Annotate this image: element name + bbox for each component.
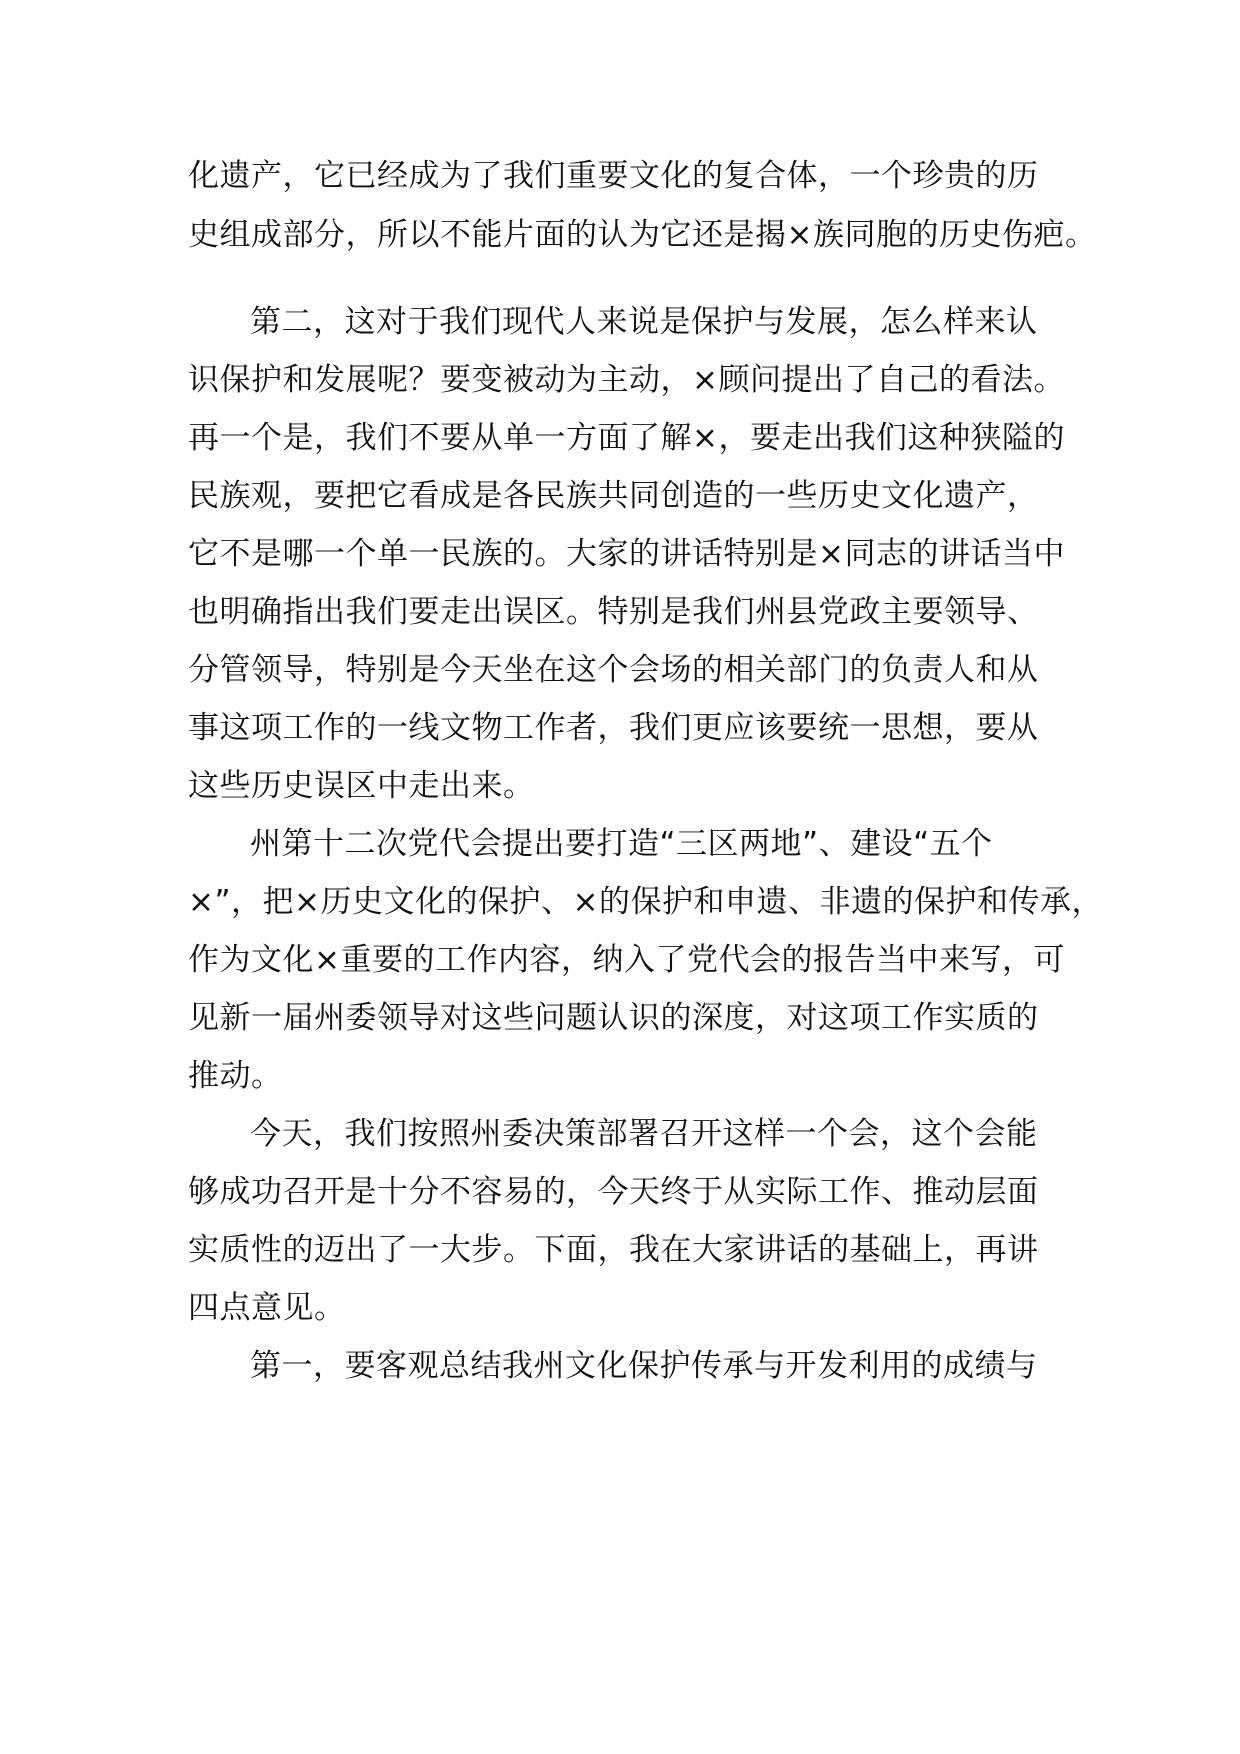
body-line: ×”，把×历史文化的保护、×的保护和申遗、非遗的保护和传承， bbox=[188, 884, 1103, 920]
paragraph-start-line: 第一，要客观总结我州文化保护传承与开发利用的成绩与 bbox=[250, 1348, 1038, 1384]
paragraph-start-line: 今天，我们按照州委决策部署召开这样一个会，这个会能 bbox=[250, 1116, 1038, 1152]
body-line: 民族观，要把它看成是各民族共同创造的一些历史文化遗产， bbox=[188, 478, 1039, 514]
body-line: 识保护和发展呢？要变被动为主动，×顾问提出了自己的看法。 bbox=[188, 362, 1065, 398]
body-line: 见新一届州委领导对这些问题认识的深度，对这项工作实质的 bbox=[188, 1000, 1039, 1036]
body-line: 分管领导，特别是今天坐在这个会场的相关部门的负责人和从 bbox=[188, 652, 1039, 688]
body-line: 化遗产，它已经成为了我们重要文化的复合体，一个珍贵的历 bbox=[188, 158, 1039, 194]
body-line: 也明确指出我们要走出误区。特别是我们州县党政主要领导、 bbox=[188, 594, 1039, 630]
body-line: 事这项工作的一线文物工作者，我们更应该要统一思想，要从 bbox=[188, 710, 1039, 746]
body-line: 再一个是，我们不要从单一方面了解×，要走出我们这种狭隘的 bbox=[188, 420, 1065, 456]
body-line: 实质性的迈出了一大步。下面，我在大家讲话的基础上，再讲 bbox=[188, 1232, 1039, 1268]
body-line: 史组成部分，所以不能片面的认为它还是揭×族同胞的历史伤疤。 bbox=[188, 217, 1097, 253]
paragraph-start-line: 州第十二次党代会提出要打造“三区两地”、建设“五个 bbox=[250, 826, 993, 862]
body-line: 推动。 bbox=[188, 1058, 283, 1094]
body-line: 它不是哪一个单一民族的。大家的讲话特别是×同志的讲话当中 bbox=[188, 536, 1065, 572]
body-line: 作为文化×重要的工作内容，纳入了党代会的报告当中来写，可 bbox=[188, 942, 1065, 978]
body-line: 这些历史误区中走出来。 bbox=[188, 768, 535, 804]
body-line: 够成功召开是十分不容易的，今天终于从实际工作、推动层面 bbox=[188, 1174, 1039, 1210]
body-line: 四点意见。 bbox=[188, 1290, 346, 1326]
paragraph-start-line: 第二，这对于我们现代人来说是保护与发展，怎么样来认 bbox=[250, 304, 1038, 340]
